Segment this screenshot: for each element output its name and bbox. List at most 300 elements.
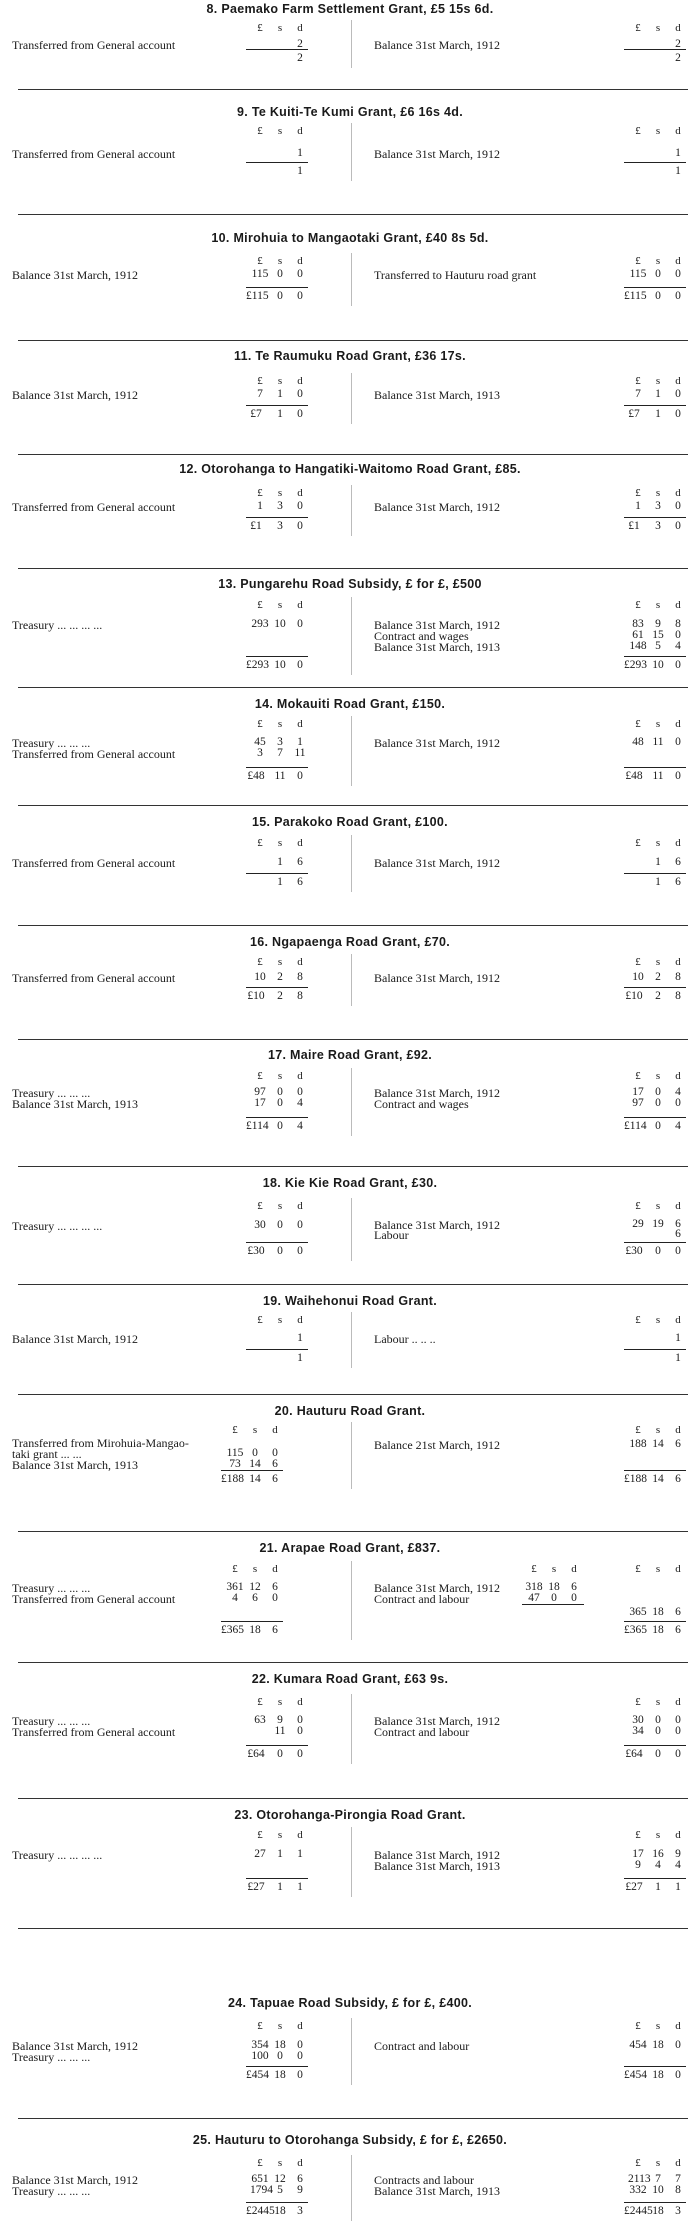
total-rule [624, 2066, 686, 2067]
column-divider [351, 954, 352, 1006]
total-cell: 18 [652, 2069, 664, 2081]
column-header: £ [635, 255, 641, 267]
total-cell: 0 [297, 659, 303, 671]
section-rule [18, 454, 688, 455]
total-cell: 0 [655, 1245, 661, 1257]
column-header: d [297, 125, 303, 137]
amount-cell: 148 [629, 640, 647, 652]
amount-cell: 0 [675, 2039, 681, 2051]
amount-cell: 0 [297, 1725, 303, 1737]
amount-cell: 0 [655, 1714, 661, 1726]
column-header: £ [635, 1696, 641, 1708]
total-rule [624, 287, 686, 288]
total-rule [624, 873, 686, 874]
amount-cell: 7 [277, 747, 283, 759]
column-header: d [297, 837, 303, 849]
total-cell: 1 [675, 165, 681, 177]
amount-cell: 0 [571, 1592, 577, 1604]
account-section [0, 462, 700, 574]
column-header: £ [257, 956, 263, 968]
total-rule [624, 49, 686, 50]
total-rule [624, 767, 686, 768]
column-header: s [655, 1563, 661, 1575]
column-header: d [297, 2157, 303, 2169]
entry-label: Treasury ... ... ... [12, 2050, 91, 2064]
amount-cell: 3 [655, 500, 661, 512]
amount-cell: 9 [297, 2184, 303, 2196]
entry-label: Balance 31st March, 1913 [374, 388, 500, 402]
amount-cell: 18 [652, 1606, 664, 1618]
column-header: £ [635, 375, 641, 387]
total-rule [624, 1242, 686, 1243]
total-cell: 0 [655, 1748, 661, 1760]
column-header: d [675, 1563, 681, 1575]
section-rule [18, 1039, 688, 1040]
column-divider [351, 373, 352, 424]
section-rule [18, 805, 688, 806]
amount-cell: 4 [232, 1592, 238, 1604]
amount-cell: 0 [277, 1097, 283, 1109]
section-rule [18, 214, 688, 215]
account-section [0, 228, 700, 346]
column-header: s [277, 1696, 283, 1708]
amount-cell: 0 [675, 736, 681, 748]
section-rule [18, 568, 688, 569]
amount-cell: 0 [297, 1714, 303, 1726]
total-cell: 0 [277, 1748, 283, 1760]
amount-cell: 1 [277, 1848, 283, 1860]
amount-cell: 34 [632, 1725, 644, 1737]
column-divider [351, 835, 352, 892]
column-header: d [297, 1070, 303, 1082]
amount-cell: 0 [297, 2039, 303, 2051]
subtotal-rule [522, 1604, 584, 1605]
total-cell: 2 [297, 52, 303, 64]
total-rule [624, 987, 686, 988]
account-section [0, 1670, 700, 1804]
amount-cell: 18 [274, 2039, 286, 2051]
amount-cell: 0 [551, 1592, 557, 1604]
column-divider [351, 1694, 352, 1764]
column-header: £ [635, 1563, 641, 1575]
entry-label: Treasury ... ... ... ... [12, 1219, 103, 1233]
amount-cell: 27 [254, 1848, 266, 1860]
section-title: 13. Pungarehu Road Subsidy, £ for £, £500 [218, 577, 482, 591]
amount-cell: 8 [675, 618, 681, 630]
total-cell: 11 [274, 770, 286, 782]
column-divider [351, 1068, 352, 1136]
column-divider [351, 253, 352, 306]
amount-cell: 365 [629, 1606, 647, 1618]
amount-cell: 0 [675, 388, 681, 400]
section-rule [18, 340, 688, 341]
amount-cell: 17 [632, 1086, 644, 1098]
total-cell: 0 [297, 520, 303, 532]
total-rule [246, 1242, 308, 1243]
amount-cell: 12 [249, 1581, 261, 1593]
account-section [0, 1806, 700, 1934]
account-section [0, 695, 700, 811]
amount-cell: 0 [297, 2050, 303, 2062]
column-header: £ [635, 599, 641, 611]
amount-cell: 10 [632, 971, 644, 983]
column-header: d [675, 599, 681, 611]
amount-cell: 10 [274, 618, 286, 630]
column-header: £ [257, 255, 263, 267]
account-section [0, 1292, 700, 1400]
total-cell: 0 [675, 659, 681, 671]
column-divider [351, 1827, 352, 1897]
entry-label: Transferred to Hauturu road grant [374, 268, 537, 282]
total-rule [246, 2066, 308, 2067]
total-rule [624, 1878, 686, 1879]
column-header: d [297, 487, 303, 499]
total-rule [624, 1621, 686, 1622]
section-rule [18, 2118, 688, 2119]
column-header: d [675, 2020, 681, 2032]
total-cell: 14 [652, 1473, 664, 1485]
total-cell: £114 [624, 1120, 647, 1132]
column-header: s [277, 599, 283, 611]
account-section [0, 1402, 700, 1537]
total-cell: £115 [624, 290, 647, 302]
entry-label: Balance 31st March, 1913 [12, 1458, 138, 1472]
amount-cell: 30 [254, 1219, 266, 1231]
column-divider [351, 123, 352, 181]
total-cell: £115 [246, 290, 269, 302]
section-title: 8. Paemako Farm Settlement Grant, £5 15s 6d. [206, 2, 494, 16]
amount-cell: 0 [297, 618, 303, 630]
section-rule [18, 89, 688, 90]
column-header: s [277, 487, 283, 499]
total-rule [246, 767, 308, 768]
amount-cell: 100 [251, 2050, 269, 2062]
amount-cell: 0 [655, 1097, 661, 1109]
column-header: £ [635, 125, 641, 137]
total-cell: 6 [675, 1624, 681, 1636]
column-header: s [655, 125, 661, 137]
column-header: £ [257, 1829, 263, 1841]
account-section [0, 1539, 700, 1668]
amount-cell: 11 [652, 736, 664, 748]
column-header: £ [635, 1070, 641, 1082]
amount-cell: 0 [277, 2050, 283, 2062]
amount-cell: 354 [251, 2039, 269, 2051]
total-rule [624, 1117, 686, 1118]
amount-cell: 0 [277, 268, 283, 280]
entry-label: Treasury ... ... ... [12, 1581, 91, 1595]
total-rule [246, 2202, 308, 2203]
total-cell: 3 [655, 520, 661, 532]
amount-cell: 9 [675, 1848, 681, 1860]
account-section [0, 105, 700, 220]
column-header: s [655, 487, 661, 499]
column-header: s [277, 375, 283, 387]
entry-label: Contract and labour [374, 1592, 470, 1606]
amount-cell: 1 [297, 736, 303, 748]
amount-cell: 0 [297, 388, 303, 400]
amount-cell: 8 [297, 971, 303, 983]
amount-cell: 1 [277, 388, 283, 400]
column-header: £ [257, 1200, 263, 1212]
total-cell: 2 [675, 52, 681, 64]
entry-label: Transferred from General account [12, 856, 176, 870]
entry-label: Transferred from Mirohuia-Mangao- [12, 1436, 189, 1450]
total-cell: 14 [249, 1473, 261, 1485]
section-title: 24. Tapuae Road Subsidy, £ for £, £400. [228, 1996, 472, 2010]
column-header: d [675, 22, 681, 34]
total-cell: 0 [297, 290, 303, 302]
total-cell: 1 [297, 1881, 303, 1893]
total-cell: 0 [675, 1245, 681, 1257]
entry-label: Balance 31st March, 1912 [12, 268, 138, 282]
column-header: d [675, 1696, 681, 1708]
amount-cell: 11 [294, 747, 306, 759]
amount-cell: 6 [252, 1592, 258, 1604]
amount-cell: 3 [257, 747, 263, 759]
amount-cell: 48 [632, 736, 644, 748]
total-cell: £2445 [246, 2205, 275, 2217]
amount-cell: 8 [675, 2184, 681, 2196]
total-rule [624, 656, 686, 657]
total-cell: 1 [297, 165, 303, 177]
column-header: £ [635, 2157, 641, 2169]
entry-label: Balance 31st March, 1912 [374, 1848, 500, 1862]
column-header: d [675, 718, 681, 730]
entry-label: Balance 31st March, 1912 [374, 618, 500, 632]
total-cell: 2 [655, 990, 661, 1002]
column-header: s [655, 599, 661, 611]
amount-cell: 61 [632, 629, 644, 641]
amount-cell: 0 [297, 1086, 303, 1098]
column-header: s [277, 2020, 283, 2032]
column-header: s [277, 2157, 283, 2169]
amount-cell: 0 [272, 1592, 278, 1604]
amount-cell: 332 [629, 2184, 647, 2196]
total-cell: 18 [652, 1624, 664, 1636]
section-rule [18, 687, 688, 688]
entry-label: Balance 31st March, 1912 [12, 388, 138, 402]
total-rule [246, 49, 308, 50]
column-header: £ [635, 956, 641, 968]
column-header: d [297, 1829, 303, 1841]
amount-cell: 1 [297, 1848, 303, 1860]
column-header: s [277, 956, 283, 968]
total-cell: £30 [625, 1245, 643, 1257]
amount-cell: 4 [675, 1859, 681, 1871]
account-section [0, 0, 700, 95]
column-header: £ [257, 1314, 263, 1326]
amount-cell: 0 [675, 1714, 681, 1726]
amount-cell: 30 [632, 1714, 644, 1726]
column-divider [351, 20, 352, 68]
total-cell: 4 [297, 1120, 303, 1132]
entry-label: Transferred from General account [12, 747, 176, 761]
amount-cell: 9 [655, 618, 661, 630]
account-section [0, 348, 700, 460]
amount-cell: 8 [675, 971, 681, 983]
column-header: £ [257, 1070, 263, 1082]
total-cell: £27 [625, 1881, 643, 1893]
total-cell: 0 [675, 2069, 681, 2081]
column-header: s [277, 255, 283, 267]
column-header: s [655, 22, 661, 34]
amount-cell: 4 [297, 1097, 303, 1109]
amount-cell: 293 [251, 618, 269, 630]
column-header: d [675, 1200, 681, 1212]
column-divider [351, 1198, 352, 1261]
amount-cell: 6 [675, 1228, 681, 1240]
column-header: £ [257, 599, 263, 611]
total-rule [624, 1349, 686, 1350]
amount-cell: 115 [226, 1447, 244, 1459]
column-header: d [675, 956, 681, 968]
section-rule [18, 1531, 688, 1532]
total-rule [624, 405, 686, 406]
total-cell: 6 [675, 876, 681, 888]
total-cell: 0 [675, 520, 681, 532]
account-section [0, 813, 700, 931]
amount-cell: 0 [277, 1086, 283, 1098]
total-cell: £454 [624, 2069, 647, 2081]
amount-cell: 1 [655, 856, 661, 868]
column-header: £ [232, 1424, 238, 1436]
column-header: d [297, 375, 303, 387]
total-rule [624, 162, 686, 163]
amount-cell: 115 [251, 268, 269, 280]
total-cell: £1 [628, 520, 640, 532]
amount-cell: 0 [252, 1447, 258, 1459]
column-header: s [655, 375, 661, 387]
account-section [0, 2133, 700, 2237]
amount-cell: 0 [297, 1219, 303, 1231]
amount-cell: 10 [254, 971, 266, 983]
total-rule [624, 517, 686, 518]
entry-label: Balance 31st March, 1912 [374, 1581, 500, 1595]
account-section [0, 933, 700, 1045]
amount-cell: 4 [675, 1086, 681, 1098]
column-header: s [655, 718, 661, 730]
amount-cell: 14 [652, 1438, 664, 1450]
column-header: £ [257, 718, 263, 730]
section-rule [18, 1798, 688, 1799]
column-header: £ [635, 1314, 641, 1326]
column-header: s [655, 1314, 661, 1326]
amount-cell: 5 [277, 2184, 283, 2196]
total-cell: 0 [675, 770, 681, 782]
total-cell: 8 [675, 990, 681, 1002]
column-divider [351, 1422, 352, 1489]
total-cell: 3 [675, 2205, 681, 2217]
amount-cell: 1 [675, 1332, 681, 1344]
amount-cell: 0 [277, 1219, 283, 1231]
section-title: 15. Parakoko Road Grant, £100. [252, 815, 448, 829]
entry-label: Treasury ... ... ... [12, 1086, 91, 1100]
section-rule [18, 925, 688, 926]
amount-cell: 6 [272, 1458, 278, 1470]
amount-cell: 0 [675, 1097, 681, 1109]
amount-cell: 73 [229, 1458, 241, 1470]
amount-cell: 2 [675, 38, 681, 50]
entry-label: Labour [374, 1228, 409, 1242]
amount-cell: 651 [251, 2173, 269, 2185]
entry-label: Balance 31st March, 1913 [374, 1859, 500, 1873]
column-header: s [277, 22, 283, 34]
column-header: s [655, 2157, 661, 2169]
entry-label: Balance 31st March, 1912 [12, 1332, 138, 1346]
total-rule [624, 1470, 686, 1471]
amount-cell: 2 [297, 38, 303, 50]
column-header: d [675, 2157, 681, 2169]
entry-label: Labour .. .. .. [374, 1332, 436, 1346]
total-cell: 10 [274, 659, 286, 671]
column-header: s [252, 1563, 258, 1575]
total-cell: 6 [272, 1473, 278, 1485]
amount-cell: 97 [254, 1086, 266, 1098]
entry-label: Balance 31st March, 1913 [374, 640, 500, 654]
entry-label: Balance 31st March, 1912 [374, 1714, 500, 1728]
section-title: 11. Te Raumuku Road Grant, £36 17s. [234, 349, 466, 363]
total-cell: £10 [625, 990, 643, 1002]
column-divider [351, 597, 352, 675]
total-cell: 1 [655, 876, 661, 888]
total-cell: £365 [221, 1624, 244, 1636]
section-title: 17. Maire Road Grant, £92. [267, 1048, 433, 1062]
column-header: £ [635, 1424, 641, 1436]
entry-label: Transferred from General account [12, 1592, 176, 1606]
column-header: d [272, 1563, 278, 1575]
column-header: s [277, 718, 283, 730]
column-header: d [297, 1200, 303, 1212]
column-header: £ [635, 487, 641, 499]
column-header: d [675, 1829, 681, 1841]
total-cell: 18 [652, 2205, 664, 2217]
total-cell: 1 [675, 1352, 681, 1364]
column-header: s [277, 1314, 283, 1326]
entry-label: Balance 31st March, 1912 [374, 38, 500, 52]
entry-label: Transferred from General account [12, 500, 176, 514]
total-cell: 0 [675, 290, 681, 302]
amount-cell: 9 [277, 1714, 283, 1726]
entry-label: Balance 31st March, 1913 [12, 1097, 138, 1111]
amount-cell: 2113 [628, 2173, 651, 2185]
amount-cell: 7 [655, 2173, 661, 2185]
column-header: d [297, 1314, 303, 1326]
total-rule [221, 1470, 283, 1471]
amount-cell: 1794 [250, 2184, 273, 2196]
column-header: s [655, 2020, 661, 2032]
total-cell: 0 [297, 770, 303, 782]
amount-cell: 0 [655, 1086, 661, 1098]
account-section [0, 1046, 700, 1172]
amount-cell: 1 [297, 1332, 303, 1344]
amount-cell: 3 [277, 736, 283, 748]
amount-cell: 47 [528, 1592, 540, 1604]
column-header: s [252, 1424, 258, 1436]
total-cell: 0 [655, 290, 661, 302]
column-header: £ [635, 22, 641, 34]
column-header: d [675, 125, 681, 137]
column-header: s [277, 837, 283, 849]
amount-cell: 1 [655, 388, 661, 400]
total-cell: 1 [277, 1881, 283, 1893]
amount-cell: 0 [297, 268, 303, 280]
total-rule [246, 1745, 308, 1746]
section-title: 21. Arapae Road Grant, £837. [259, 1541, 441, 1555]
section-rule [18, 1662, 688, 1663]
total-rule [246, 1349, 308, 1350]
amount-cell: 7 [257, 388, 263, 400]
